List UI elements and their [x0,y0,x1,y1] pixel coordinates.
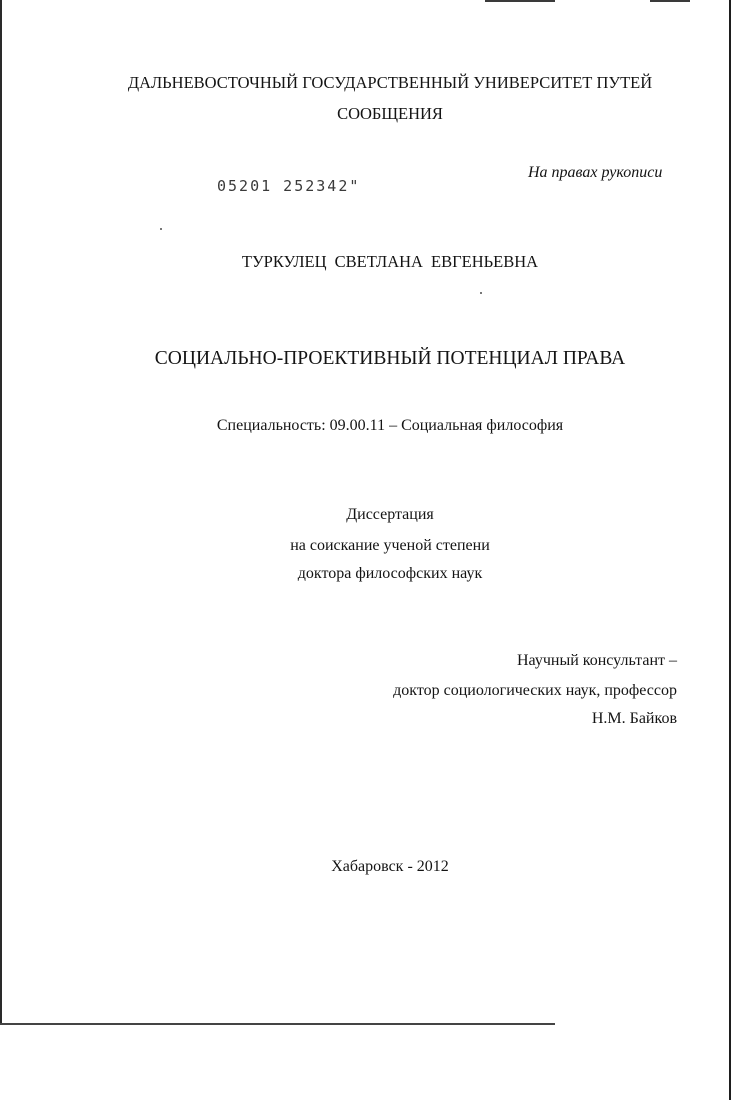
scan-top-mark [485,0,555,2]
dissertation-label: Диссертация [346,506,434,523]
university-name-line-2: СООБЩЕНИЯ [337,104,443,123]
scan-top-mark [650,0,690,2]
dissertation-title: СОЦИАЛЬНО-ПРОЕКТИВНЫЙ ПОТЕНЦИАЛ ПРАВА [154,348,626,369]
degree-field-line: доктора философских наук [297,565,483,582]
specialty-line: Специальность: 09.00.11 – Социальная философия [216,417,564,434]
scan-bottom-edge [0,1023,555,1025]
consultant-label: Научный консультант – [517,652,677,669]
university-name-line-1: ДАЛЬНЕВОСТОЧНЫЙ ГОСУДАРСТВЕННЫЙ УНИВЕРСИТЕТ ПУТЕЙ [127,73,653,92]
city-year: Хабаровск - 2012 [331,858,449,875]
library-stamp-number: 05201 252342" [217,177,361,195]
scan-speck [480,292,482,294]
consultant-name: Н.М. Байков [591,710,677,727]
consultant-credentials: доктор социологических наук, профессор [393,682,677,699]
degree-line: на соискание ученой степени [290,537,490,554]
manuscript-rights-note: На правах рукописи [528,164,663,181]
author-name: ТУРКУЛЕЦ СВЕТЛАНА ЕВГЕНЬЕВНА [241,252,539,271]
scan-speck [160,228,162,230]
